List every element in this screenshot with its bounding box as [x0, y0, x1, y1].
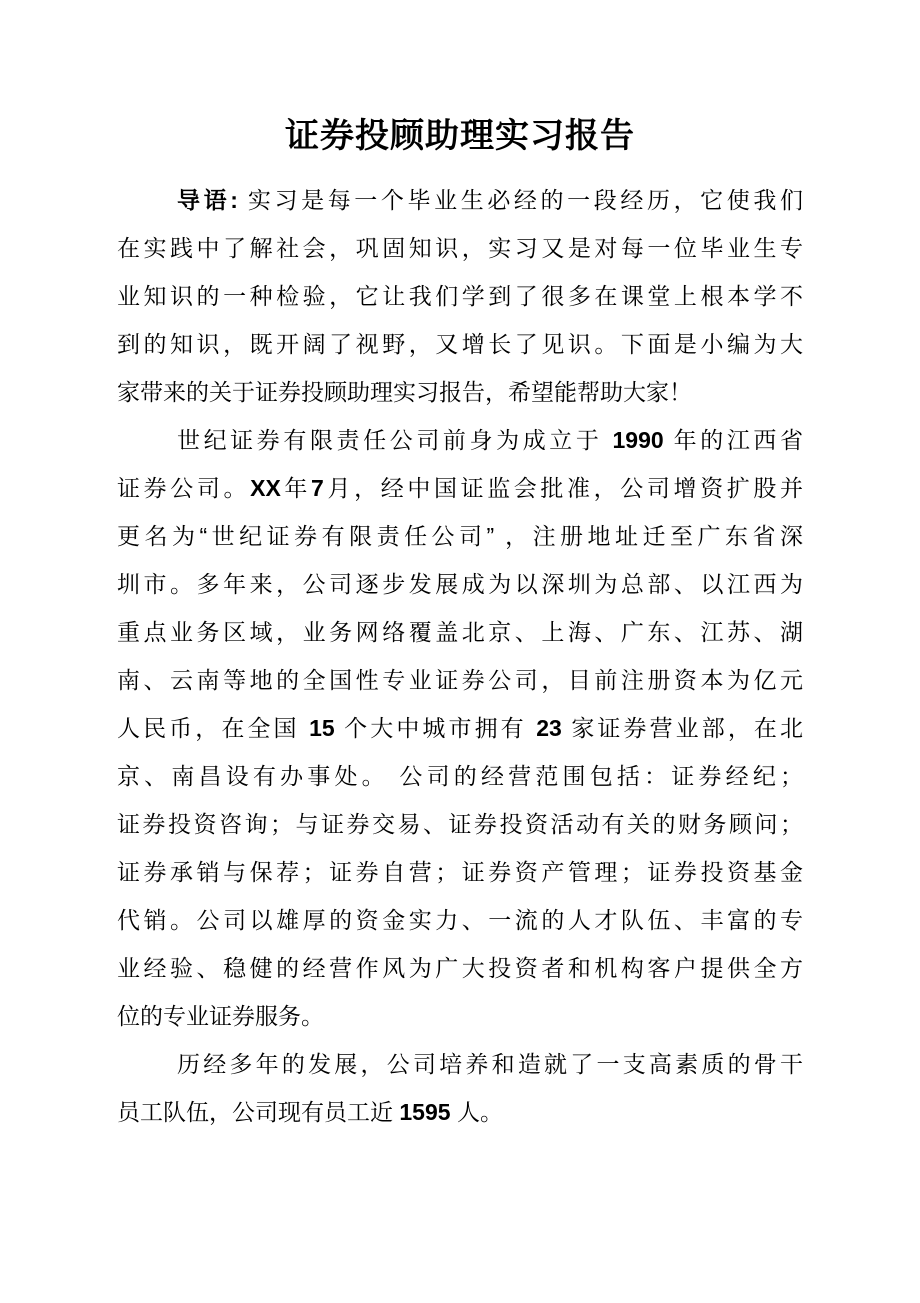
text-run: 人民币，在全国 — [117, 715, 310, 741]
document-title: 证券投顾助理实习报告 — [285, 117, 635, 155]
text-line — [117, 272, 803, 320]
text-run: 业知识的一种检验，它让我们学到了很多在课堂上根本学不 — [117, 283, 803, 309]
text-run: 在实践中了解社会，巩固知识，实习又是对每一位毕业生专 — [117, 235, 803, 261]
text-run-bold: 1990 — [612, 427, 664, 453]
text-run: 员工队伍，公司现有员工近 — [117, 1099, 400, 1125]
text-line — [117, 176, 803, 224]
text-run: 家带来的关于证券投顾助理实习报告，希望能帮助大家！ — [117, 379, 692, 405]
text-line — [117, 896, 803, 944]
text-line — [117, 608, 803, 656]
text-run: 年的江西省 — [663, 427, 803, 453]
text-run: 业经验、稳健的经营作风为广大投资者和机构客户提供全方 — [117, 955, 803, 981]
text-line — [117, 416, 803, 464]
text-run: 历经多年的发展，公司培养和造就了一支高素质的骨干 — [177, 1051, 803, 1077]
text-line — [117, 1040, 803, 1088]
text-run-bold: 15 — [309, 715, 335, 741]
text-line — [117, 848, 803, 896]
text-line — [117, 752, 803, 800]
text-run: 圳市。多年来，公司逐步发展成为以深圳为总部、以江西为 — [117, 571, 803, 597]
text-run: 位的专业证券服务。 — [117, 1003, 324, 1029]
text-run: 证券承销与保荐；证券自营；证券资产管理；证券投资基金 — [117, 859, 803, 885]
text-line — [117, 704, 803, 752]
text-run: 证券投资咨询；与证券交易、证券投资活动有关的财务顾问； — [117, 811, 803, 837]
text-run: 南、云南等地的全国性专业证券公司，目前注册资本为亿元 — [117, 667, 803, 693]
text-line — [117, 656, 803, 704]
text-run: 家证券营业部，在北 — [561, 715, 803, 741]
text-run: 代销。公司以雄厚的资金实力、一流的人才队伍、丰富的专 — [117, 907, 803, 933]
text-run: 京、南昌设有办事处。 公司的经营范围包括：证券经纪； — [117, 763, 803, 789]
text-line — [117, 512, 803, 560]
text-run: 世纪证券有限责任公司前身为成立于 — [177, 427, 613, 453]
text-line — [117, 224, 803, 272]
text-run-bold: 1595 — [399, 1099, 451, 1125]
text-line — [117, 464, 803, 512]
text-line — [117, 944, 803, 992]
text-line — [117, 800, 803, 848]
text-run-bold: 23 — [536, 715, 562, 741]
document-body — [117, 176, 803, 1136]
text-run: 更名为“世纪证券有限责任公司” ，注册地址迁至广东省深 — [117, 523, 803, 549]
text-run: 人。 — [450, 1099, 503, 1125]
text-run-bold: 7 — [311, 475, 324, 501]
text-line — [117, 992, 803, 1040]
text-run: 证券公司。 — [117, 475, 251, 501]
text-line — [117, 320, 803, 368]
text-line — [117, 1088, 803, 1136]
text-run: 重点业务区域，业务网络覆盖北京、上海、广东、江苏、湖 — [117, 619, 803, 645]
text-run: 到的知识，既开阔了视野，又增长了见识。下面是小编为大 — [117, 331, 803, 357]
text-line — [117, 368, 803, 416]
text-run-bold: 导语: — [177, 187, 238, 213]
text-run: 年 — [280, 475, 312, 501]
text-run-bold: XX — [250, 475, 281, 501]
text-run: 个大中城市拥有 — [334, 715, 537, 741]
text-run: 实习是每一个毕业生必经的一段经历，它使我们 — [237, 187, 803, 213]
text-line — [117, 560, 803, 608]
text-run: 月，经中国证监会批准，公司增资扩股并 — [323, 475, 803, 501]
